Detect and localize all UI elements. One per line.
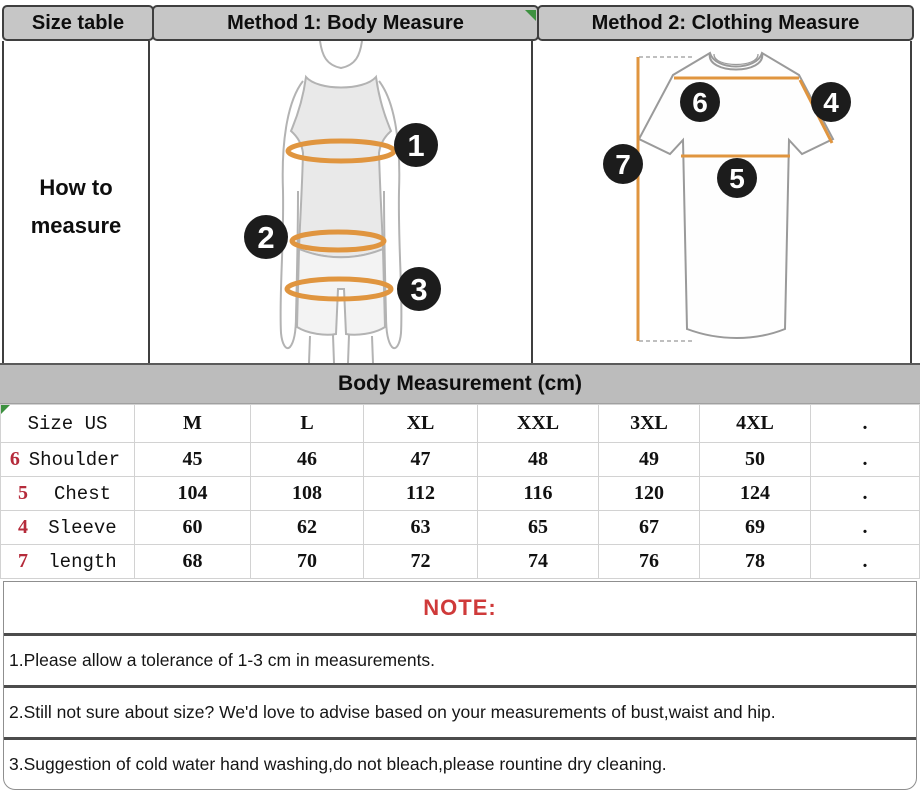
table-cell: 68 xyxy=(135,545,251,579)
how-to-measure-panel xyxy=(4,41,150,363)
row-number: 7 xyxy=(18,550,28,572)
column-header-3xl: 3XL xyxy=(599,405,700,443)
green-cell-marker xyxy=(1,405,10,414)
table-row xyxy=(1,443,920,477)
column-header-4xl: 4XL xyxy=(700,405,811,443)
table-cell: 78 xyxy=(700,545,811,579)
row-number: 4 xyxy=(18,516,28,538)
svg-text:4: 4 xyxy=(823,87,839,118)
marker-4-icon xyxy=(811,82,851,122)
table-cell: 65 xyxy=(478,511,599,545)
table-cell: 69 xyxy=(700,511,811,545)
size-chart-page xyxy=(0,5,920,790)
note-title: NOTE: xyxy=(423,594,497,620)
size-table xyxy=(0,404,920,579)
column-header-xxl: XXL xyxy=(478,405,599,443)
table-row xyxy=(1,545,920,579)
marker-7-icon xyxy=(603,144,643,184)
table-cell: 120 xyxy=(599,477,700,511)
table-cell: . xyxy=(811,511,920,545)
marker-5-icon xyxy=(717,158,757,198)
column-header-xl: XL xyxy=(364,405,478,443)
marker-6-icon xyxy=(680,82,720,122)
diagram-row xyxy=(2,41,912,363)
notes-section xyxy=(3,581,917,790)
svg-text:6: 6 xyxy=(692,87,708,118)
svg-text:1: 1 xyxy=(407,128,425,163)
svg-text:5: 5 xyxy=(729,163,745,194)
table-cell: . xyxy=(811,545,920,579)
table-cell: 48 xyxy=(478,443,599,477)
note-item: 2.Still not sure about size? We'd love to advise based on your measurements of bust,waist and hip. xyxy=(4,685,916,737)
how-to-measure-label-line2: measure xyxy=(30,213,122,238)
table-cell: 72 xyxy=(364,545,478,579)
header-method-1: Method 1: Body Measure xyxy=(152,5,539,41)
table-cell: 112 xyxy=(364,477,478,511)
marker-2-icon xyxy=(244,215,288,259)
table-cell: 70 xyxy=(251,545,364,579)
table-header-row xyxy=(1,405,920,443)
how-to-measure-label-line1: How to xyxy=(39,175,113,200)
table-cell: 45 xyxy=(135,443,251,477)
table-cell: 76 xyxy=(599,545,700,579)
row-label-cell xyxy=(1,443,135,477)
column-header-dot: . xyxy=(811,405,920,443)
top-header-strip xyxy=(2,5,912,41)
table-cell: . xyxy=(811,443,920,477)
table-cell: 108 xyxy=(251,477,364,511)
clothing-measure-panel xyxy=(533,41,910,363)
table-cell: 67 xyxy=(599,511,700,545)
row-label: Chest xyxy=(53,482,111,505)
body-measure-panel xyxy=(150,41,533,363)
row-number: 5 xyxy=(18,482,28,504)
marker-1-icon xyxy=(394,123,438,167)
table-cell: 60 xyxy=(135,511,251,545)
row-label-cell xyxy=(1,545,135,579)
body-measurement-bar: Body Measurement (cm) xyxy=(0,363,920,404)
table-row xyxy=(1,477,920,511)
table-cell: 47 xyxy=(364,443,478,477)
svg-text:2: 2 xyxy=(257,220,275,255)
green-corner-marker xyxy=(525,10,536,21)
note-item: 3.Suggestion of cold water hand washing,do not bleach,please rountine dry cleaning. xyxy=(4,737,916,789)
table-cell: 62 xyxy=(251,511,364,545)
note-items xyxy=(4,633,916,789)
size-table-body xyxy=(1,443,920,579)
note-item: 1.Please allow a tolerance of 1-3 cm in measurements. xyxy=(4,633,916,685)
clothing-measure-illustration xyxy=(533,41,910,363)
table-row xyxy=(1,511,920,545)
row-label: length xyxy=(48,550,117,573)
row-label-cell xyxy=(1,477,135,511)
table-cell: 74 xyxy=(478,545,599,579)
svg-text:7: 7 xyxy=(615,149,631,180)
table-cell: 49 xyxy=(599,443,700,477)
header-method-2: Method 2: Clothing Measure xyxy=(537,5,914,41)
column-header-m: M xyxy=(135,405,251,443)
column-header-size-us: Size US xyxy=(1,405,135,443)
table-cell: 46 xyxy=(251,443,364,477)
row-label: Sleeve xyxy=(48,516,117,539)
column-header-l: L xyxy=(251,405,364,443)
table-cell: 116 xyxy=(478,477,599,511)
marker-3-icon xyxy=(397,267,441,311)
table-cell: . xyxy=(811,477,920,511)
table-cell: 124 xyxy=(700,477,811,511)
table-cell: 63 xyxy=(364,511,478,545)
table-cell: 50 xyxy=(700,443,811,477)
row-number: 6 xyxy=(9,448,20,470)
header-size-table: Size table xyxy=(2,5,154,41)
body-measure-illustration xyxy=(150,41,531,363)
table-cell: 104 xyxy=(135,477,251,511)
svg-text:3: 3 xyxy=(410,272,428,307)
row-label-cell xyxy=(1,511,135,545)
row-label: Shoulder xyxy=(28,448,120,471)
